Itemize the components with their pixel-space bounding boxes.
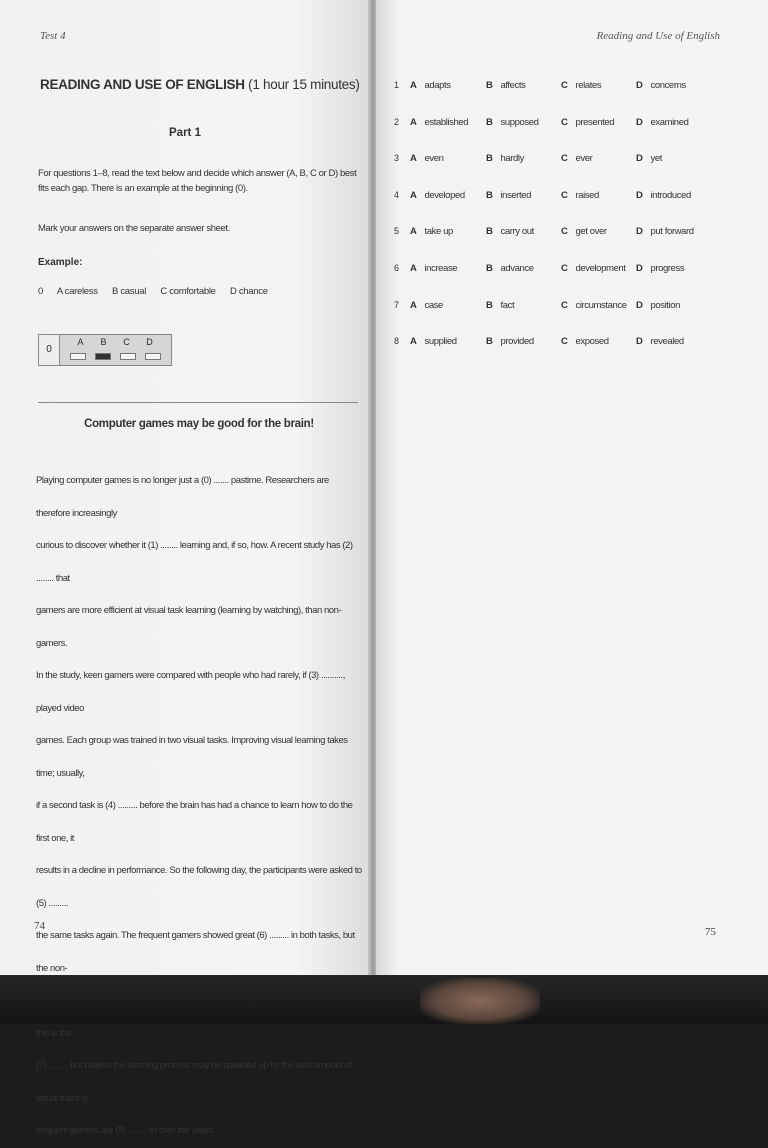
option-c (561, 80, 601, 91)
option-text: take up (424, 226, 453, 238)
example-label: Example: (38, 257, 83, 268)
option-text: examined (650, 116, 689, 128)
section-title (40, 77, 360, 92)
option-letter: C (561, 116, 568, 128)
article-line: curious to discover whether it (1) ........ learning and, if so, how. A recent study has (2) ........ that (36, 540, 353, 584)
option-text: affects (500, 80, 526, 91)
option-a (410, 336, 457, 347)
option-letter: A (410, 336, 417, 348)
option-text: introduced (650, 189, 691, 201)
section-title-text: READING AND USE OF ENGLISH (40, 77, 245, 92)
option-text: raised (575, 189, 599, 201)
option-text: presented (575, 116, 615, 128)
option-text: ever (575, 153, 593, 165)
option-letter: C (561, 80, 568, 91)
option-letter: D (636, 299, 643, 311)
option-a (410, 226, 453, 237)
option-a (410, 300, 443, 311)
option-letter: C (561, 336, 568, 348)
option-c (561, 117, 614, 128)
divider (38, 402, 358, 403)
option-a (410, 80, 451, 91)
option-letter: B (486, 153, 493, 165)
option-d (636, 300, 680, 311)
question-row-3 (394, 153, 734, 167)
option-b (486, 153, 524, 164)
option-letter: D (636, 263, 643, 274)
option-a (410, 117, 468, 128)
option-letter: B (486, 299, 493, 311)
option-b (486, 226, 534, 237)
page-number-left: 74 (34, 920, 45, 932)
question-number: 3 (394, 153, 399, 164)
option-letter: A (410, 153, 417, 165)
option-text: case (424, 299, 443, 311)
question-number: 4 (394, 189, 399, 200)
option-c (561, 226, 607, 237)
article-title: Computer games may be good for the brain! (84, 418, 314, 430)
option-letter: B (486, 116, 493, 128)
question-row-5 (394, 226, 734, 240)
question-number: 8 (394, 336, 399, 347)
part-title: Part 1 (169, 127, 201, 139)
option-b (486, 336, 534, 347)
option-a (410, 153, 443, 164)
question-row-4 (394, 190, 734, 204)
option-letter: C (561, 153, 568, 165)
option-letter: C (561, 263, 568, 274)
option-letter: D (636, 336, 643, 348)
option-letter: C (561, 226, 568, 238)
option-d (636, 153, 662, 164)
answer-box-letters (69, 337, 161, 347)
option-text: circumstance (575, 299, 627, 311)
article-line: (7) ......... but believe the learning process may be speeded up by the vast amount of visual training (36, 1060, 352, 1104)
question-row-1 (394, 80, 734, 94)
option-text: adapts (424, 80, 451, 91)
question-number: 2 (394, 116, 399, 127)
article-line: this is the (36, 1027, 72, 1039)
option-text: progress (650, 263, 685, 274)
question-number: 1 (394, 80, 399, 90)
option-d (636, 226, 694, 237)
option-text: yet (650, 153, 662, 165)
option-text: development (575, 263, 626, 274)
option-c (561, 190, 599, 201)
option-text: concerns (650, 80, 686, 91)
answer-letter-b: B (100, 337, 107, 347)
question-number: 6 (394, 263, 399, 273)
option-letter: B (486, 263, 493, 274)
example-option-c: C comfortable (160, 286, 216, 297)
option-b (486, 117, 538, 128)
article-text (36, 465, 362, 1148)
option-letter: B (486, 226, 493, 238)
option-c (561, 263, 625, 274)
question-number: 7 (394, 299, 399, 310)
option-letter: A (410, 80, 417, 91)
option-a (410, 190, 465, 201)
option-text: provided (500, 336, 534, 348)
option-text: revealed (650, 336, 684, 348)
question-row-2 (394, 117, 734, 131)
option-d (636, 336, 684, 347)
section-duration: (1 hour 15 minutes) (248, 77, 360, 92)
running-head-right: Reading and Use of English (596, 30, 720, 42)
answer-letter-c: C (123, 337, 130, 347)
page-number-right: 75 (705, 926, 716, 938)
option-d (636, 263, 684, 274)
answer-mark-d (145, 353, 161, 360)
article-line: games. Each group was trained in two visual tasks. Improving visual learning takes time; usually, (36, 735, 348, 779)
option-a (410, 263, 457, 274)
option-letter: A (410, 189, 417, 201)
option-text: get over (575, 226, 607, 238)
option-b (486, 263, 534, 274)
option-text: established (424, 116, 469, 128)
option-letter: D (636, 189, 643, 201)
article-line: if a second task is (4) ......... before the brain has had a chance to learn how to do the first one, it (36, 800, 353, 844)
article-line: results in a decline in performance. So the following day, the participants were asked to (5) ......... (36, 865, 362, 909)
answer-box-marks (70, 353, 170, 371)
option-letter: A (410, 116, 417, 128)
example-number: 0 (38, 286, 43, 297)
option-text: hardly (500, 153, 524, 165)
option-text: even (424, 153, 444, 165)
option-letter: A (410, 299, 417, 311)
option-letter: D (636, 226, 643, 238)
answer-mark-b (95, 353, 111, 360)
option-letter: B (486, 336, 493, 348)
option-text: inserted (500, 189, 532, 201)
article-line: gamers are more efficient at visual task learning (learning by watching), than non-gamers. (36, 605, 342, 649)
answer-letter-a: A (77, 337, 84, 347)
question-row-8 (394, 336, 734, 350)
option-c (561, 336, 609, 347)
question-row-6 (394, 263, 734, 277)
example-option-a: A careless (56, 286, 98, 297)
option-letter: D (636, 116, 643, 128)
article-line: In the study, keen gamers were compared with people who had rarely, if (3) .........., played video (36, 670, 345, 714)
answer-box-number: 0 (39, 335, 60, 365)
example-answer-box (38, 334, 172, 366)
instructions: For questions 1–8, read the text below and decide which answer (A, B, C or D) best fits each gap. There is an example at the beginning (0). (38, 168, 357, 194)
article-line: the same tasks again. The frequent gamers showed great (6) ......... in both tasks, but the non- (36, 930, 355, 974)
option-letter: D (636, 80, 643, 91)
option-letter: C (561, 189, 568, 201)
example-options (38, 286, 280, 297)
option-letter: A (410, 226, 417, 238)
option-letter: B (486, 189, 493, 201)
option-b (486, 300, 514, 311)
left-page (0, 0, 370, 1136)
option-c (561, 153, 592, 164)
option-b (486, 80, 525, 91)
table-surface (0, 975, 768, 1024)
option-text: developed (424, 189, 465, 201)
right-page (376, 0, 768, 980)
option-letter: D (636, 153, 643, 165)
option-text: increase (424, 263, 458, 274)
option-text: position (650, 299, 681, 311)
option-letter: A (410, 263, 417, 274)
article-line: frequent gamers are (8) ......... to over the years. (36, 1125, 215, 1136)
option-c (561, 300, 627, 311)
option-text: relates (575, 80, 602, 91)
running-head-left: Test 4 (40, 30, 66, 42)
answer-mark-a (70, 353, 86, 360)
answer-sheet-note: Mark your answers on the separate answer sheet. (38, 223, 230, 234)
option-text: supplied (424, 336, 457, 348)
example-option-b: B casual (111, 286, 147, 297)
answer-mark-c (120, 353, 136, 360)
question-row-7 (394, 300, 734, 314)
option-letter: C (561, 299, 568, 311)
finger (420, 978, 540, 1024)
option-b (486, 190, 531, 201)
option-text: exposed (575, 336, 609, 348)
option-text: carry out (500, 226, 534, 238)
question-number: 5 (394, 226, 399, 237)
option-text: fact (500, 299, 515, 311)
example-option-d: D chance (229, 286, 268, 297)
option-d (636, 190, 691, 201)
option-text: advance (500, 263, 534, 274)
article-line: Playing computer games is no longer just a (0) ....... pastime. Researchers are therefore increasingly (36, 475, 329, 519)
option-d (636, 80, 686, 91)
option-text: put forward (650, 226, 694, 238)
option-letter: B (486, 80, 493, 91)
option-text: supposed (500, 116, 539, 128)
answer-letter-d: D (146, 337, 153, 347)
option-d (636, 117, 688, 128)
